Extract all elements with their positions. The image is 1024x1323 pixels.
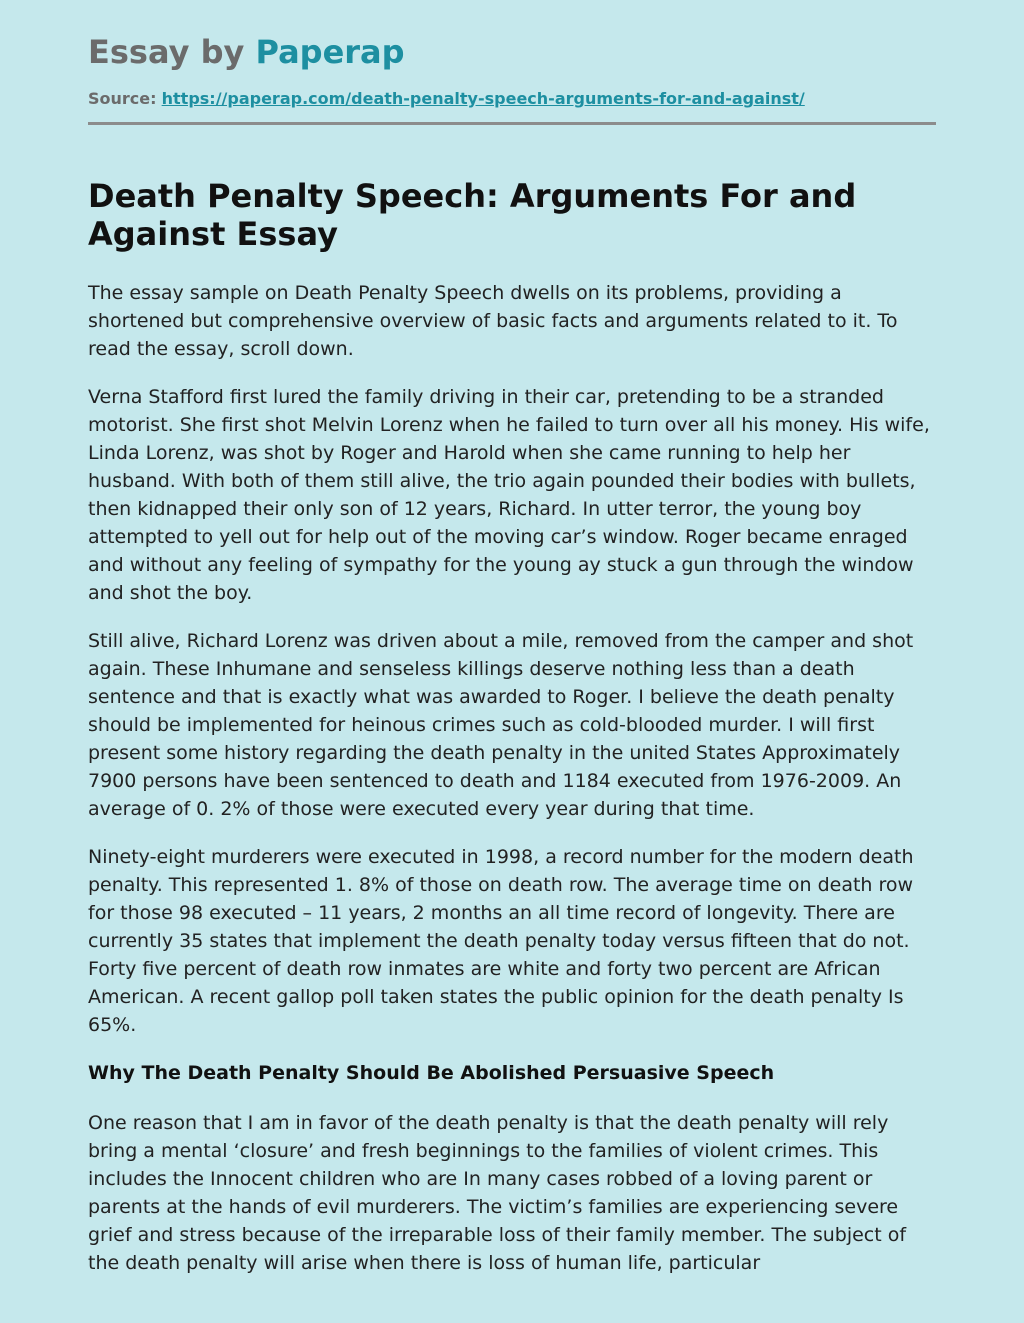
- body-paragraph: Ninety-eight murderers were executed in 1998, a record number for the modern death penalty. This represented 1. 8% of those on death row. The average time on death row for those 98 executed – 11 years, 2 months an all time record of longevity. There are currently 35 states that implement the death penalty today versus fifteen that do not. Forty five percent of death row inmates are white and forty two percent are African American. A recent gallop poll taken states the public opinion for the death penalty Is 65%.: [88, 846, 914, 1036]
- brand-name[interactable]: Paperap: [255, 33, 405, 71]
- intro-paragraph: The essay sample on Death Penalty Speech dwells on its problems, providing a shortened but comprehensive overview of basic facts and arguments related to it. To read the essay, scroll down.: [88, 282, 898, 360]
- header-divider: [88, 122, 936, 125]
- page-title: Death Penalty Speech: Arguments For and Against Essay: [88, 177, 857, 253]
- site-brand: [88, 30, 936, 74]
- body-paragraph: One reason that I am in favor of the death penalty is that the death penalty will rely bring a mental ‘closure’ and fresh beginnings to the families of violent crimes. This includes the Innocent children who are In many cases robbed of a loving parent or parents at the hands of evil murderers. The victim’s families are experiencing severe grief and stress because of the irreparable loss of their family member. The subject of the death penalty will arise when there is loss of human life, particular: [88, 1112, 907, 1274]
- brand-prefix: Essay by: [88, 33, 256, 71]
- essay-body: [88, 279, 936, 1277]
- body-paragraph: Verna Stafford first lured the family driving in their car, pretending to be a stranded motorist. She first shot Melvin Lorenz when he failed to turn over all his money. His wife, Linda Lorenz, was shot by Roger and Harold when she came running to help her husband. With both of them still alive, the trio again pounded their bodies with bullets, then kidnapped their only son of 12 years, Richard. In utter terror, the young boy attempted to yell out for help out of the moving car’s window. Roger became enraged and without any feeling of sympathy for the young ay stuck a gun through the window and shot the boy.: [88, 386, 930, 604]
- body-paragraph: Still alive, Richard Lorenz was driven about a mile, removed from the camper and shot again. These Inhumane and senseless killings deserve nothing less than a death sentence and that is exactly what was awarded to Roger. I believe the death penalty should be implemented for heinous crimes such as cold-blooded murder. I will first present some history regarding the death penalty in the united States Approximately 7900 persons have been sentenced to death and 1184 executed from 1976-2009. An average of 0. 2% of those were executed every year during that time.: [88, 630, 914, 820]
- source-label: Source:: [88, 89, 157, 108]
- source-line: [88, 88, 936, 110]
- source-link[interactable]: https://paperap.com/death-penalty-speech-arguments-for-and-against/: [161, 89, 805, 108]
- section-heading: Why The Death Penalty Should Be Abolished Persuasive Speech: [88, 1062, 775, 1084]
